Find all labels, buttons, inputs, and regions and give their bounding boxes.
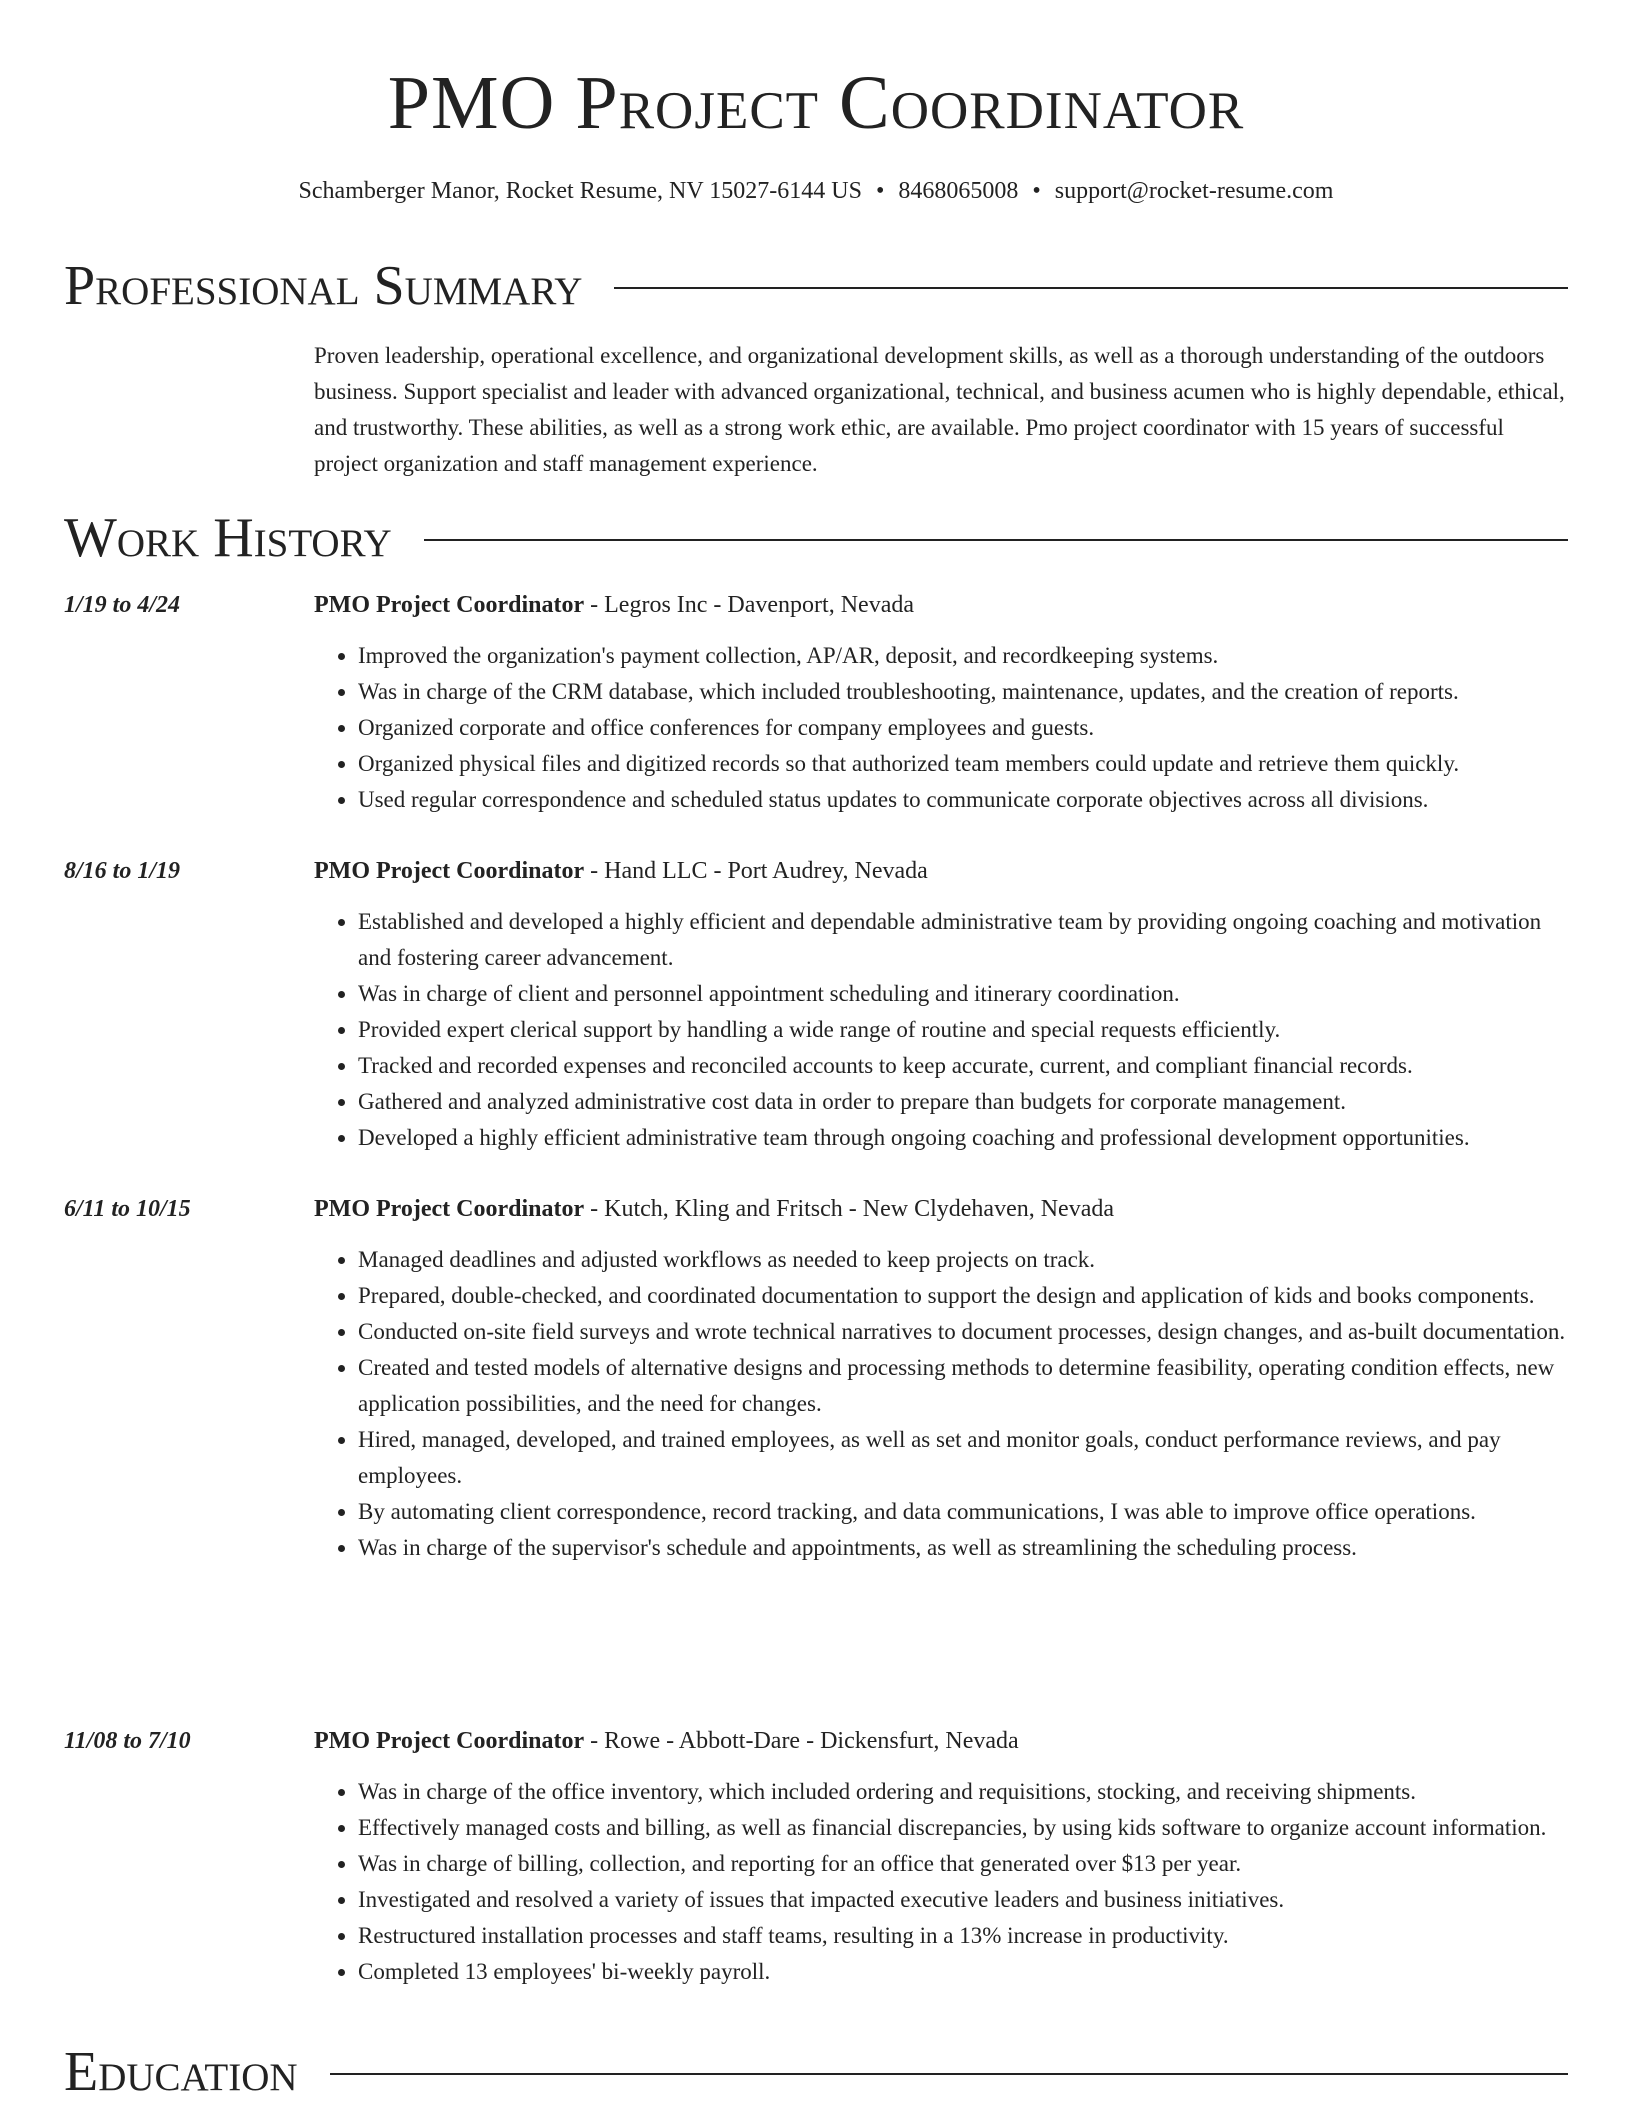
contact-phone[interactable]: 8468065008 xyxy=(898,178,1019,204)
job-title: PMO Project Coordinator xyxy=(314,858,585,884)
contact-address: Schamberger Manor, Rocket Resume, NV 15027-6144 US xyxy=(298,178,862,204)
section-rule xyxy=(424,539,1568,541)
job-bullet: • Gathered and analyzed administrative cost data in order to prepare than budgets for corporate management. xyxy=(358,1084,1568,1120)
section-rule xyxy=(330,2073,1568,2075)
job-bullet: • Improved the organization's payment collection, AP/AR, deposit, and recordkeeping systems. xyxy=(358,638,1568,674)
job-bullets xyxy=(314,1774,1568,1990)
job-bullet: • Prepared, double-checked, and coordinated documentation to support the design and application of kids and books components. xyxy=(358,1278,1568,1314)
job-title: PMO Project Coordinator xyxy=(314,1728,585,1754)
job-bullet: • Provided expert clerical support by handling a wide range of routine and special requests efficiently. xyxy=(358,1012,1568,1048)
job-bullet: • Was in charge of the CRM database, which included troubleshooting, maintenance, updates, and the creation of reports. xyxy=(358,674,1568,710)
job-bullet: • Hired, managed, developed, and trained employees, as well as set and monitor goals, conduct performance reviews, and pay employees. xyxy=(358,1422,1568,1494)
job-entry xyxy=(64,588,1568,818)
job-details: - Rowe - Abbott-Dare - Dickensfurt, Nevada xyxy=(584,1728,1019,1754)
section-work-history xyxy=(64,506,1568,570)
job-bullets xyxy=(314,904,1568,1156)
job-heading xyxy=(314,1724,1568,1758)
job-dates: 6/11 to 10/15 xyxy=(64,1196,191,1222)
job-entry xyxy=(64,1724,1568,1990)
job-bullet: • Was in charge of the office inventory, which included ordering and requisitions, stocking, and receiving shipments. xyxy=(358,1774,1568,1810)
contact-email[interactable]: support@rocket-resume.com xyxy=(1054,178,1334,204)
job-bullet: • Organized physical files and digitized records so that authorized team members could update and retrieve them quickly. xyxy=(358,746,1568,782)
section-education xyxy=(64,2040,1568,2104)
job-dates: 11/08 to 7/10 xyxy=(64,1728,191,1754)
job-bullet: • Organized corporate and office conferences for company employees and guests. xyxy=(358,710,1568,746)
job-bullet: • Restructured installation processes and staff teams, resulting in a 13% increase in productivity. xyxy=(358,1918,1568,1954)
job-bullet: • Established and developed a highly efficient and dependable administrative team by providing ongoing coaching and motivation and fostering career advancement. xyxy=(358,904,1568,976)
job-bullet: • Used regular correspondence and scheduled status updates to communicate corporate objectives across all divisions. xyxy=(358,782,1568,818)
section-professional-summary xyxy=(64,254,1568,318)
job-dates: 8/16 to 1/19 xyxy=(64,858,181,884)
job-heading xyxy=(314,1192,1568,1226)
section-heading: Professional Summary xyxy=(64,255,583,317)
job-bullet: • Completed 13 employees' bi-weekly payroll. xyxy=(358,1954,1568,1990)
job-title: PMO Project Coordinator xyxy=(314,1196,585,1222)
job-entry xyxy=(64,854,1568,1156)
job-heading xyxy=(314,588,1568,622)
contact-separator: • xyxy=(1032,178,1041,204)
job-bullet: • Effectively managed costs and billing, as well as financial discrepancies, by using kids software to organize account information. xyxy=(358,1810,1568,1846)
job-bullet: • By automating client correspondence, record tracking, and data communications, I was able to improve office operations. xyxy=(358,1494,1568,1530)
job-details: - Hand LLC - Port Audrey, Nevada xyxy=(584,858,928,884)
job-details: - Kutch, Kling and Fritsch - New Clydehaven, Nevada xyxy=(584,1196,1115,1222)
job-bullet: • Was in charge of the supervisor's schedule and appointments, as well as streamlining the scheduling process. xyxy=(358,1530,1568,1566)
job-entry xyxy=(64,1192,1568,1566)
contact-line xyxy=(0,174,1632,208)
section-heading: Work History xyxy=(64,507,392,569)
job-bullets xyxy=(314,638,1568,818)
job-dates: 1/19 to 4/24 xyxy=(64,592,181,618)
job-title: PMO Project Coordinator xyxy=(314,592,585,618)
job-details: - Legros Inc - Davenport, Nevada xyxy=(584,592,914,618)
section-heading: Education xyxy=(64,2041,298,2103)
resume-name: PMO Project Coordinator xyxy=(387,61,1245,145)
job-bullet: • Conducted on-site field surveys and wrote technical narratives to document processes, design changes, and as-built documentation. xyxy=(358,1314,1568,1350)
job-bullet: • Developed a highly efficient administrative team through ongoing coaching and professional development opportunities. xyxy=(358,1120,1568,1156)
section-rule xyxy=(614,287,1568,289)
job-bullet: • Was in charge of billing, collection, and reporting for an office that generated over $13 per year. xyxy=(358,1846,1568,1882)
summary-text: Proven leadership, operational excellence, and organizational development skills, as well as a thorough understanding of the outdoors business. Support specialist and leader with advanced organizational, technical, and business acumen who is highly dependable, ethical, and trustworthy. These abilities, as well as a strong work ethic, are available. Pmo project coordinator with 15 years of successful project organization and staff management experience. xyxy=(314,343,1565,476)
job-bullets xyxy=(314,1242,1568,1566)
job-bullet: • Was in charge of client and personnel appointment scheduling and itinerary coordination. xyxy=(358,976,1568,1012)
job-bullet: • Tracked and recorded expenses and reconciled accounts to keep accurate, current, and compliant financial records. xyxy=(358,1048,1568,1084)
job-bullet: • Investigated and resolved a variety of issues that impacted executive leaders and business initiatives. xyxy=(358,1882,1568,1918)
job-bullet: • Managed deadlines and adjusted workflows as needed to keep projects on track. xyxy=(358,1242,1568,1278)
job-heading xyxy=(314,854,1568,888)
contact-separator: • xyxy=(875,178,885,204)
job-bullet: • Created and tested models of alternative designs and processing methods to determine feasibility, operating condition effects, new application possibilities, and the need for changes. xyxy=(358,1350,1568,1422)
